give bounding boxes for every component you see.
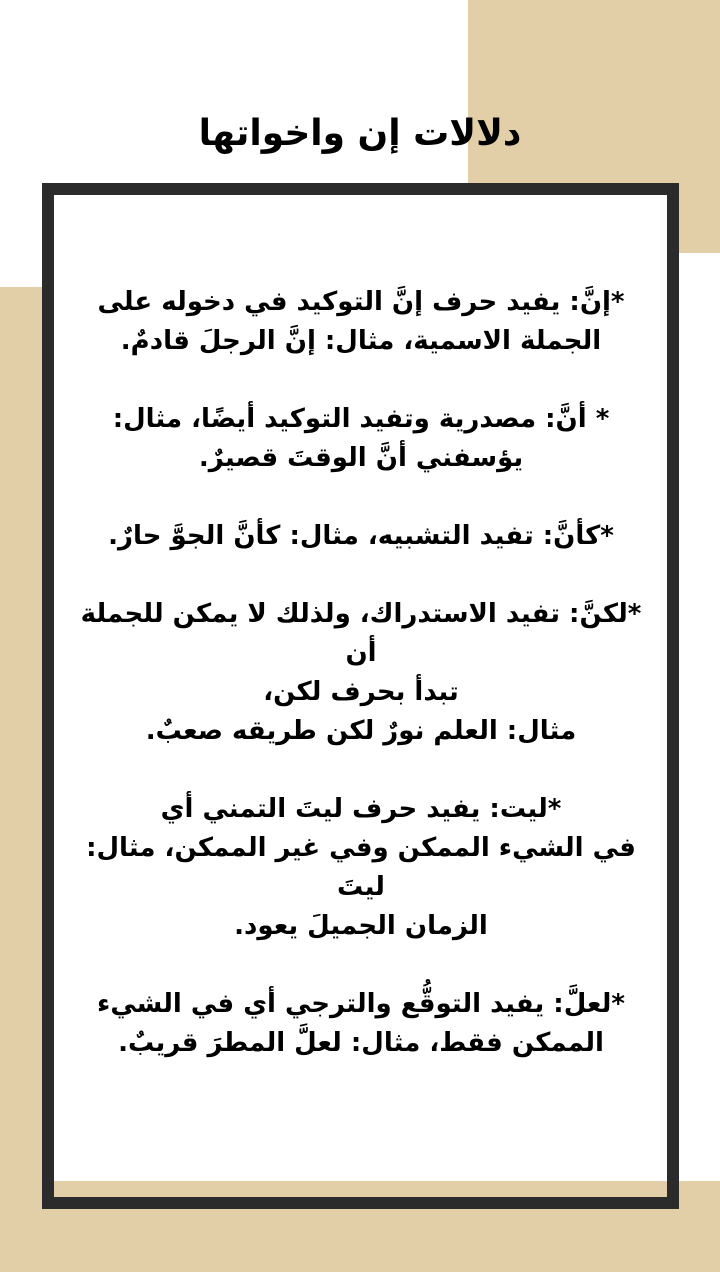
text-line: * أنَّ: مصدرية وتفيد التوكيد أيضًا، مثال:	[112, 404, 610, 434]
text-line: مثال: العلم نورٌ لكن طريقه صعبٌ.	[145, 716, 577, 746]
text-line: تبدأ بحرف لكن،	[263, 677, 459, 707]
text-line: يؤسفني أنَّ الوقتَ قصيرٌ.	[198, 443, 524, 473]
text-line: *لكنَّ: تفيد الاستدراك، ولذلك لا يمكن للجملة أن	[80, 599, 642, 668]
paragraph-inna	[66, 283, 656, 361]
text-line: الجملة الاسمية، مثال: إنَّ الرجلَ قادمٌ.	[120, 326, 602, 356]
page-title: دلالات إن واخواتها	[198, 113, 522, 154]
text-line: *إنَّ: يفيد حرف إنَّ التوكيد في دخوله على	[97, 287, 625, 317]
content-text	[66, 283, 656, 1102]
text-line: الزمان الجميلَ يعود.	[234, 911, 488, 941]
paragraph-lakinna	[66, 595, 656, 751]
text-line: في الشيء الممكن وفي غير الممكن، مثال: ليتَ	[86, 833, 636, 902]
paragraph-anna	[66, 400, 656, 478]
text-line: *ليت: يفيد حرف ليتَ التمني أي	[160, 794, 562, 824]
text-line: *كأنَّ: تفيد التشبيه، مثال: كأنَّ الجوَّ حارٌ.	[108, 521, 614, 551]
text-line: الممكن فقط، مثال: لعلَّ المطرَ قريبٌ.	[118, 1028, 604, 1058]
paragraph-laalla	[66, 985, 656, 1063]
text-line: *لعلَّ: يفيد التوقُّع والترجي أي في الشيء	[97, 989, 625, 1019]
paragraph-layta	[66, 790, 656, 946]
paragraph-kaanna	[66, 517, 656, 556]
